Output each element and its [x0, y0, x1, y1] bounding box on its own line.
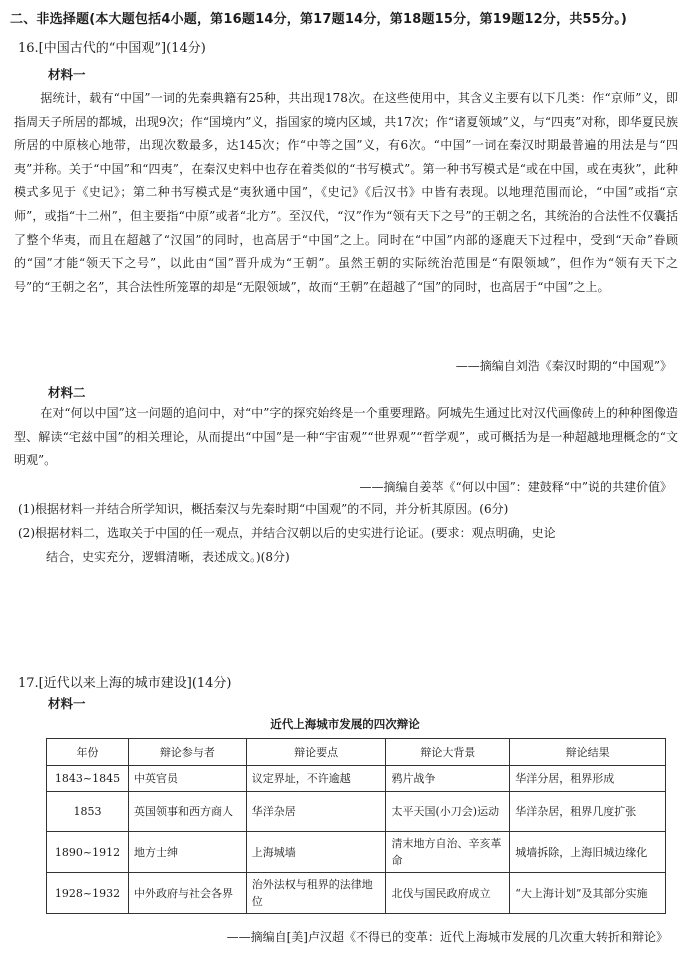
cell-participants: 中外政府与社会各界: [128, 873, 246, 914]
q16-question2: [18, 522, 678, 569]
cell-result: 华洋杂居，租界几度扩张: [510, 792, 666, 832]
table-row: [47, 766, 666, 792]
q16-question2-line2: 结合，史实充分，逻辑清晰，表述成文。)(8分): [46, 549, 290, 564]
cell-result: 城墙拆除，上海旧城边缘化: [510, 832, 666, 873]
cell-participants: 地方士绅: [128, 832, 246, 873]
header-year: 年份: [47, 739, 129, 766]
q16-question1: (1)根据材料一并结合所学知识，概括秦汉与先秦时期“中国观”的不同，并分析其原因。(6分): [18, 502, 509, 516]
cell-year: 1928~1932: [47, 873, 129, 914]
q16-material1-text: 据统计，载有“中国”一词的先秦典籍有25种，共出现178次。在这些使用中，其含义主要有以下几类：作“京师”义，即指周天子所居的都城，出现9次；作“国境内”义，指国家的境内区域，共17次；作“诸夏领域”义，与“四夷”对称，即华夏民族所居的中原核心地带，出现次数最多，达145次；作“中等之国”义，有6次。“中国”一词在秦汉时期最普遍的用法是与“四夷”并称。关于“中国”和“四夷”，在秦汉史料中也存在着类似的“书写模式”。第一种书写模式是“或在中国，或在夷狄”，此种模式多见于《史记》；第二种书写模式是“夷狄通中国”，《史记》《后汉书》中皆有表现。以地理范围而论，“中国”或指“京师”，或指“十二州”，但主要指“中原”或者“北方”。至汉代，“汉”作为“领有天下之号”的王朝之名，其统治的合法性不仅囊括了整个华夷，而且在超越了“汉国”的同时，也高居于“中国”之上。同时在“中国”内部的逐鹿天下过程中，受到“天命”眷顾的“国”才能“领天下之号”，以此由“国”晋升成为“王朝”。虽然王朝的实际统治范围是“有限领域”，但作为“领有天下之号”的“王朝之名”，其合法性所笼罩的却是“无限领域”，故而“王朝”在超越了“国”的同时，也高居于“中国”之上。: [14, 91, 678, 294]
q16-material2-source: ——摘编自姜萃《“何以中国”：建鼓释“中”说的共建价值》: [359, 480, 672, 494]
header-key-points: 辩论要点: [246, 739, 386, 766]
cell-year: 1853: [47, 792, 129, 832]
cell-year: 1843~1845: [47, 766, 129, 792]
cell-result: 华洋分居，租界形成: [510, 766, 666, 792]
cell-year: 1890~1912: [47, 832, 129, 873]
q16-material1-label: 材料一: [48, 67, 86, 82]
table-row: [47, 792, 666, 832]
cell-background: 北伐与国民政府成立: [386, 873, 510, 914]
cell-background: 清末地方自治、辛亥革命: [386, 832, 510, 873]
cell-key-points: 治外法权与租界的法律地位: [246, 873, 386, 914]
section-header: 二、非选择题(本大题包括4小题，第16题14分，第17题14分，第18题15分，第19题12分，共55分。): [10, 12, 628, 27]
cell-participants: 中英官员: [128, 766, 246, 792]
q16-material1-source: ——摘编自刘浩《秦汉时期的“中国观”》: [455, 359, 672, 373]
table-row: [47, 873, 666, 914]
header-background: 辩论大背景: [386, 739, 510, 766]
header-result: 辩论结果: [510, 739, 666, 766]
q16-material2-text: 在对“何以中国”这一问题的追问中，对“中”字的探究始终是一个重要理路。阿城先生通过比对汉代画像砖上的种种图像造型、解读“宅兹中国”的相关理论，从而提出“中国”是一种“宇宙观”“世界观”“哲学观”，或可概括为是一种超越地理概念的“文明观”。: [14, 406, 678, 468]
table-row: [47, 832, 666, 873]
q16-material2-label: 材料二: [48, 385, 86, 400]
cell-key-points: 议定界址，不许逾越: [246, 766, 386, 792]
cell-participants: 英国领事和西方商人: [128, 792, 246, 832]
header-participants: 辩论参与者: [128, 739, 246, 766]
q16-question2-line1: (2)根据材料二，选取关于中国的任一观点，并结合汉朝以后的史实进行论证。(要求：观点明确，史论: [18, 526, 556, 540]
cell-key-points: 华洋杂居: [246, 792, 386, 832]
debate-table-title: 近代上海城市发展的四次辩论: [270, 717, 420, 731]
q17-title: 17.[近代以来上海的城市建设](14分): [18, 676, 232, 691]
table-header-row: [47, 739, 666, 766]
cell-background: 太平天国(小刀会)运动: [386, 792, 510, 832]
debate-table: [46, 738, 666, 914]
cell-background: 鸦片战争: [386, 766, 510, 792]
q17-material1-label: 材料一: [48, 696, 86, 711]
q17-table-source: ——摘编自[美]卢汉超《不得已的变革：近代上海城市发展的几次重大转折和辩论》: [226, 930, 668, 944]
cell-key-points: 上海城墙: [246, 832, 386, 873]
q16-title: 16.[中国古代的“中国观”](14分): [18, 41, 206, 56]
cell-result: “大上海计划”及其部分实施: [510, 873, 666, 914]
